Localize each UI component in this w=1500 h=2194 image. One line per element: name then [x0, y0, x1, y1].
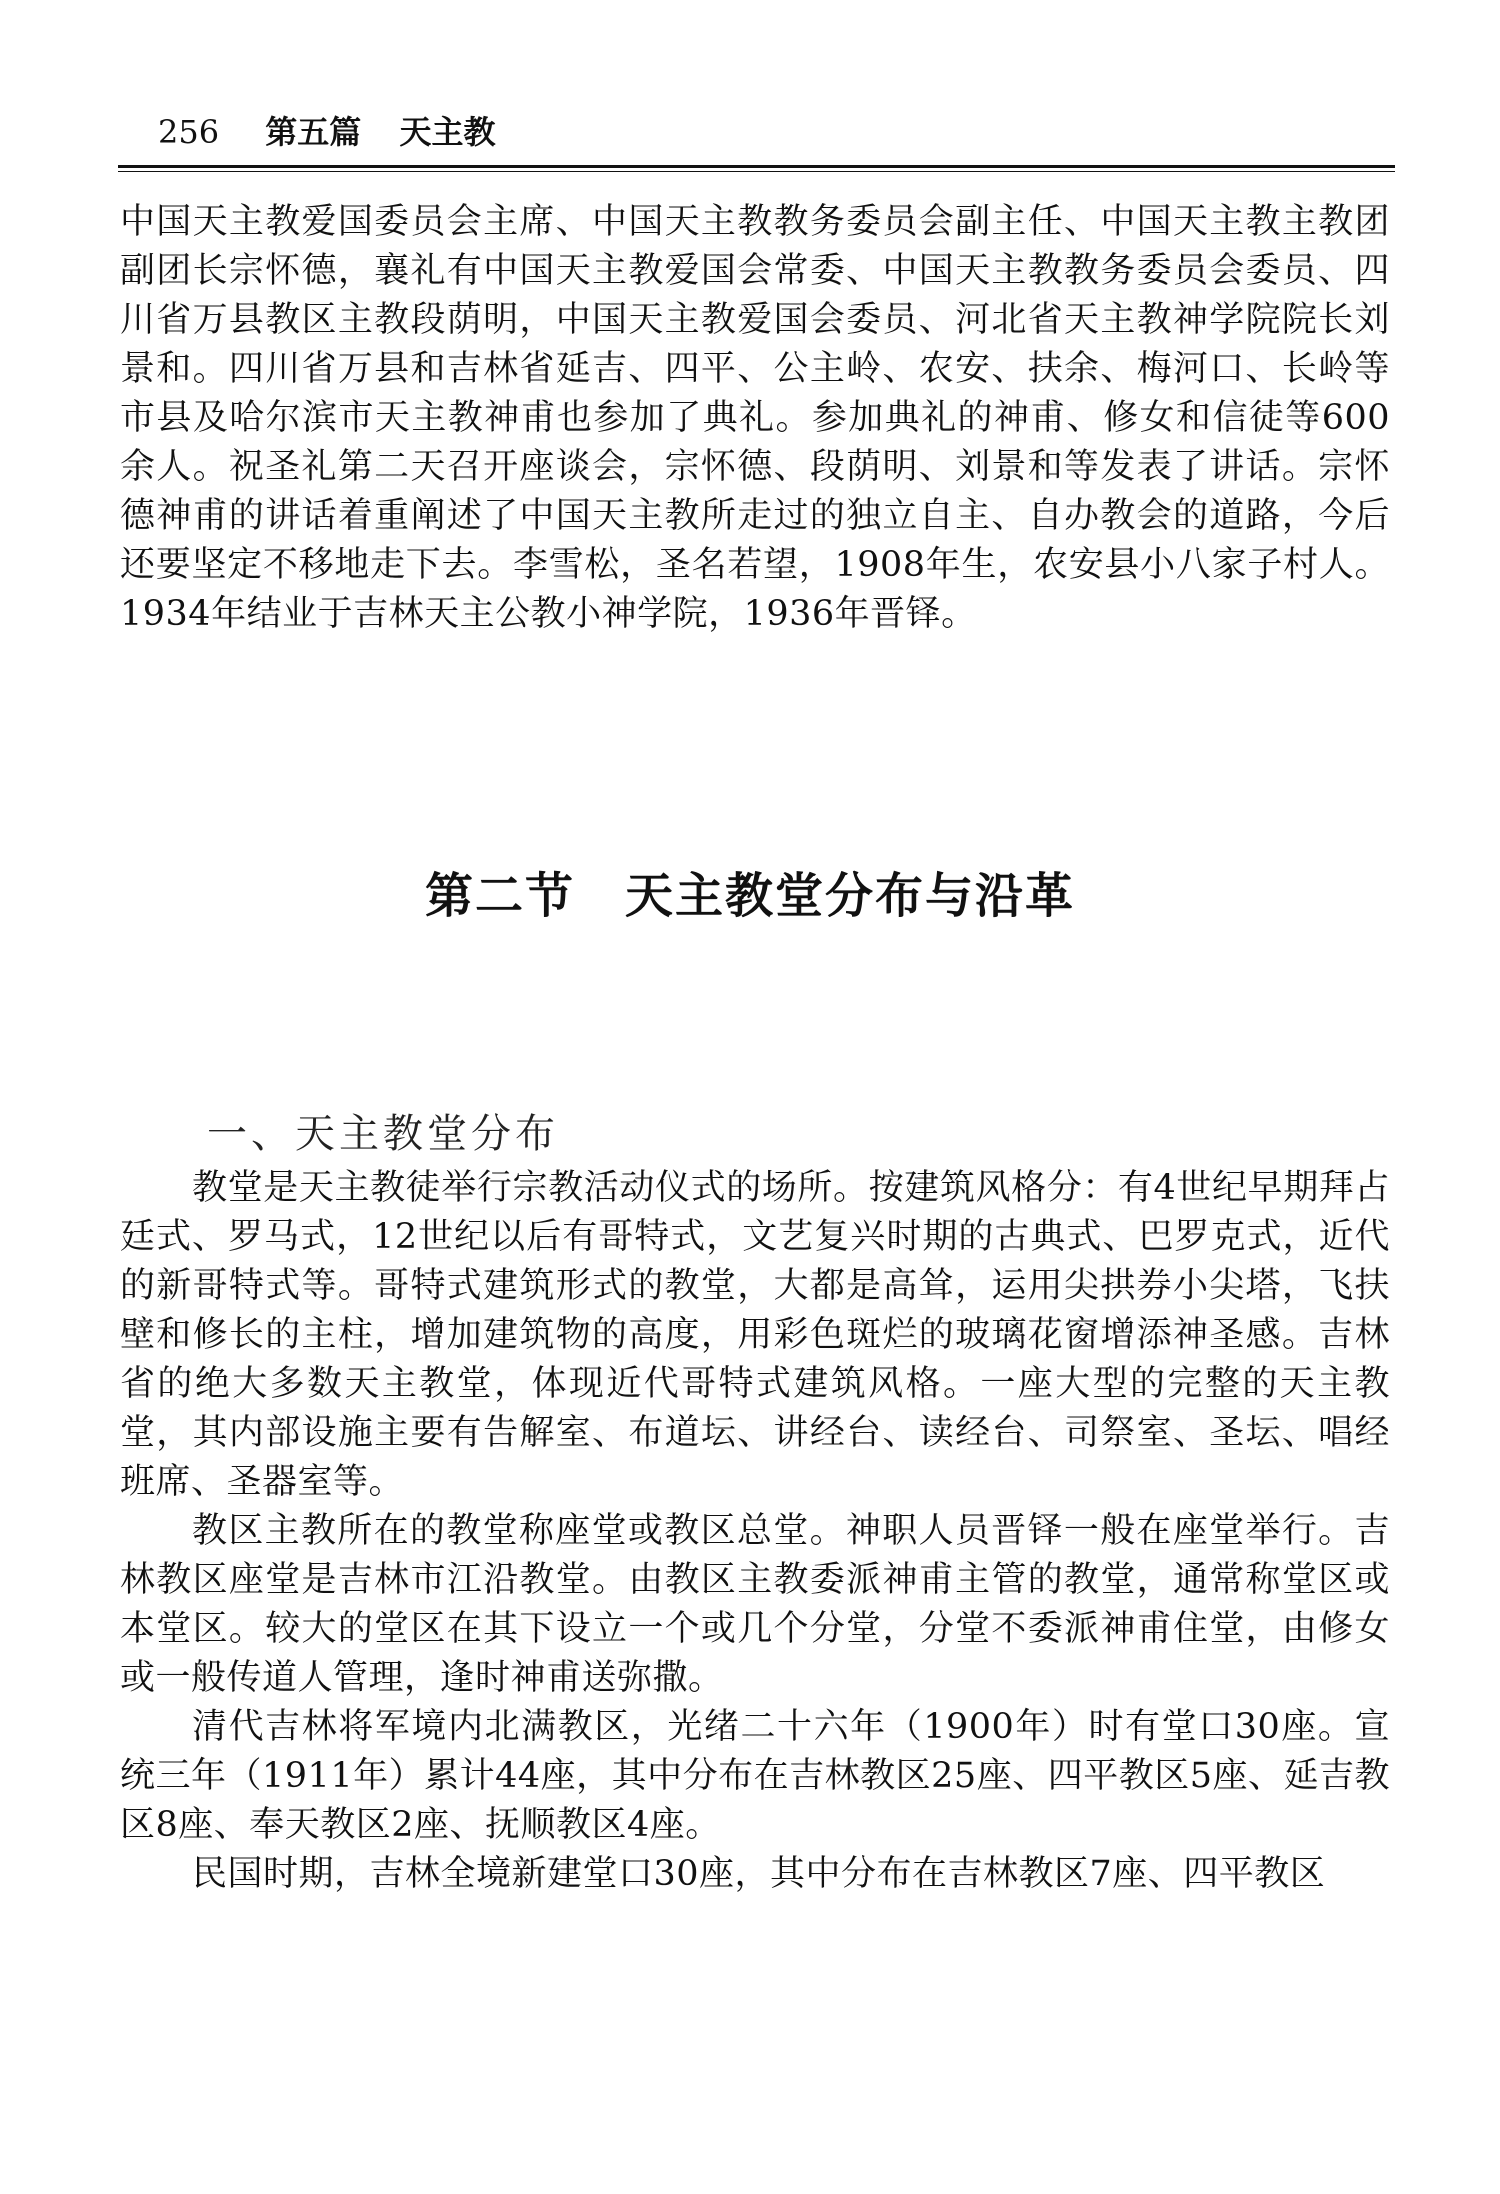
- header-rule-thin: [118, 171, 1395, 172]
- part-label: 第五篇: [265, 113, 362, 151]
- header-rule-thick: [118, 165, 1395, 168]
- section-title: 第二节 天主教堂分布与沿革: [424, 867, 1075, 924]
- subsection-title: 一、天主教堂分布: [207, 1111, 559, 1157]
- page-number: 256: [158, 113, 220, 151]
- opening-paragraph: 中国天主教爱国委员会主席、中国天主教教务委员会副主任、中国天主教主教团副团长宗怀德，襄礼有中国天主教爱国会常委、中国天主教教务委员会委员、四川省万县教区主教段荫明，中国天主教爱国会委员、河北省天主教神学院院长刘景和。四川省万县和吉林省延吉、四平、公主岭、农安、扶余、梅河口、长岭等市县及哈尔滨市天主教神甫也参加了典礼。参加典礼的神甫、修女和信徒等600余人。祝圣礼第二天召开座谈会，宗怀德、段荫明、刘景和等发表了讲话。宗怀德神甫的讲话着重阐述了中国天主教所走过的独立自主、自办教会的道路，今后还要坚定不移地走下去。李雪松，圣名若望，1908年生，农安县小八家子村人。1934年结业于吉林天主公教小神学院，1936年晋铎。: [120, 202, 1390, 634]
- body-paragraph-3: 清代吉林将军境内北满教区，光绪二十六年（1900年）时有堂口30座。宣统三年（1911年）累计44座，其中分布在吉林教区25座、四平教区5座、延吉教区8座、奉天教区2座、抚顺教区4座。: [120, 1707, 1390, 1845]
- body-paragraph-4: 民国时期，吉林全境新建堂口30座，其中分布在吉林教区7座、四平教区: [192, 1854, 1326, 1894]
- body-text-block: [120, 1164, 1390, 1899]
- body-paragraph-1: 教堂是天主教徒举行宗教活动仪式的场所。按建筑风格分：有4世纪早期拜占廷式、罗马式，12世纪以后有哥特式，文艺复兴时期的古典式、巴罗克式，近代的新哥特式等。哥特式建筑形式的教堂，大都是高耸，运用尖拱券小尖塔，飞扶壁和修长的主柱，增加建筑物的高度，用彩色斑烂的玻璃花窗增添神圣感。吉林省的绝大多数天主教堂，体现近代哥特式建筑风格。一座大型的完整的天主教堂，其内部设施主要有告解室、布道坛、讲经台、读经台、司祭室、圣坛、唱经班席、圣器室等。: [120, 1168, 1390, 1502]
- part-title: 天主教: [399, 113, 496, 151]
- body-paragraph-2: 教区主教所在的教堂称座堂或教区总堂。神职人员晋铎一般在座堂举行。吉林教区座堂是吉林市江沿教堂。由教区主教委派神甫主管的教堂，通常称堂区或本堂区。较大的堂区在其下设立一个或几个分堂，分堂不委派神甫住堂，由修女或一般传道人管理，逢时神甫送弥撒。: [120, 1511, 1390, 1698]
- running-head: [158, 112, 495, 152]
- opening-text-block: [120, 198, 1390, 639]
